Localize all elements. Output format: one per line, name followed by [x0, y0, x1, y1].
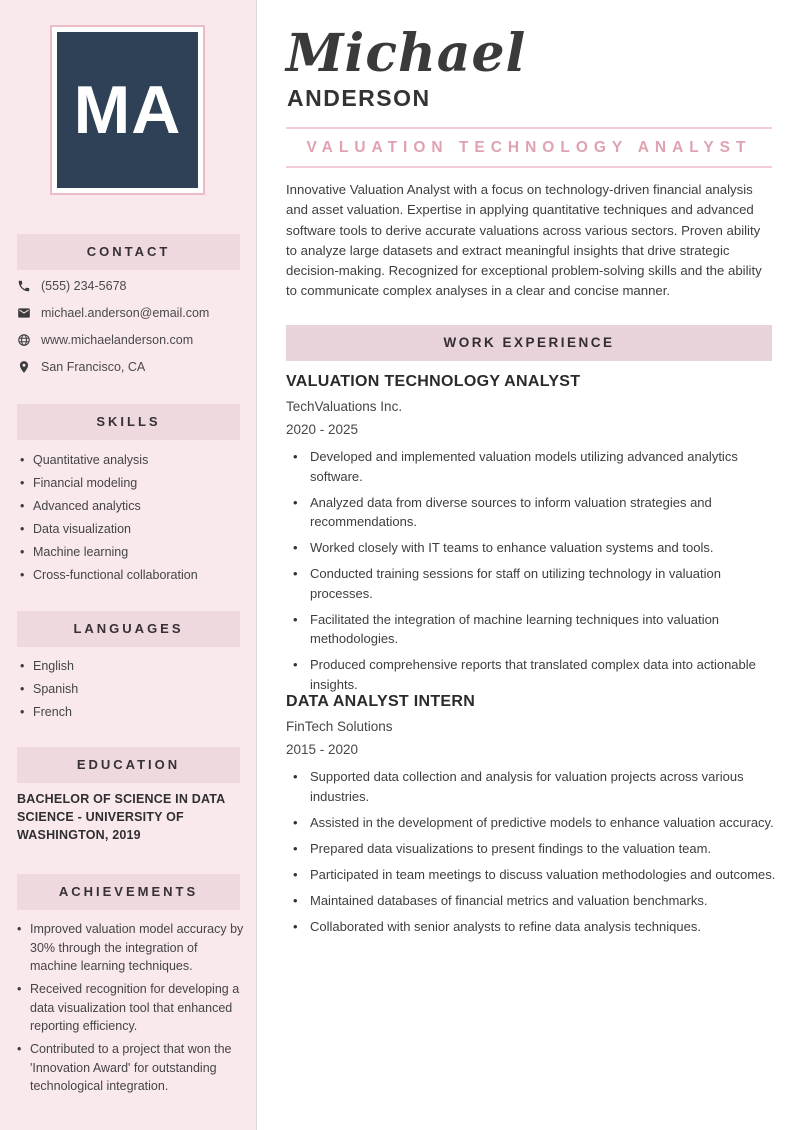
- globe-icon: [17, 333, 31, 347]
- language-item: • French: [20, 704, 245, 721]
- skills-section-header: SKILLS: [17, 404, 240, 440]
- location-icon: [17, 360, 31, 374]
- achievement-item: • Contributed to a project that won the 'Innovation Award' for outstanding technological integration.: [17, 1040, 245, 1096]
- website-url: www.michaelanderson.com: [41, 332, 194, 347]
- job-bullet-list: [286, 447, 776, 694]
- job-bullet: • Supported data collection and analysis for valuation projects across various industries.: [286, 767, 776, 806]
- skills-list: [20, 452, 245, 590]
- skill-item: • Advanced analytics: [20, 498, 245, 515]
- job-bullet: • Developed and implemented valuation models utilizing advanced analytics software.: [286, 447, 776, 486]
- languages-list: [20, 658, 245, 727]
- phone-number: (555) 234-5678: [41, 278, 127, 293]
- job-bullet: • Participated in team meetings to discuss valuation methodologies and outcomes.: [286, 865, 776, 885]
- contact-row-phone: [17, 277, 245, 294]
- skill-item: • Data visualization: [20, 521, 245, 538]
- page-title: VALUATION TECHNOLOGY ANALYST: [306, 139, 752, 156]
- title-divider-bottom: [286, 166, 772, 168]
- job-bullet: • Analyzed data from diverse sources to inform valuation strategies and recommendations.: [286, 493, 776, 532]
- contact-row-location: [17, 358, 245, 375]
- contact-row-email: [17, 304, 245, 321]
- job-bullet: • Worked closely with IT teams to enhance valuation systems and tools.: [286, 538, 776, 558]
- job-dates: 2015 - 2020: [286, 742, 359, 757]
- job-dates: 2020 - 2025: [286, 422, 359, 437]
- job-bullet: • Conducted training sessions for staff on utilizing technology in valuation processes.: [286, 564, 776, 603]
- achievements-section-header: ACHIEVEMENTS: [17, 874, 240, 910]
- job-bullet: • Facilitated the integration of machine learning techniques into valuation methodologies.: [286, 610, 776, 649]
- education-degree: BACHELOR OF SCIENCE IN DATA SCIENCE - UNIVERSITY OF WASHINGTON, 2019: [17, 792, 225, 842]
- skill-item: • Financial modeling: [20, 475, 245, 492]
- languages-section-header: LANGUAGES: [17, 611, 240, 647]
- job-bullet: • Produced comprehensive reports that translated complex data into actionable insights.: [286, 655, 776, 694]
- avatar-monogram-box: [57, 32, 198, 188]
- last-name: ANDERSON: [287, 85, 431, 111]
- job-role: VALUATION TECHNOLOGY ANALYST: [286, 373, 581, 390]
- achievements-list: [17, 920, 245, 1100]
- sidebar: [0, 0, 257, 1130]
- job-bullet: • Maintained databases of financial metrics and valuation benchmarks.: [286, 891, 776, 911]
- email-address: michael.anderson@email.com: [41, 305, 210, 320]
- job-bullet: • Prepared data visualizations to present findings to the valuation team.: [286, 839, 776, 859]
- achievement-item: • Received recognition for developing a data visualization tool that enhanced reporting efficiency.: [17, 980, 245, 1036]
- contact-row-website: [17, 331, 245, 348]
- contact-section-header: CONTACT: [17, 234, 240, 270]
- first-name: Michael: [286, 23, 527, 84]
- skill-item: • Cross-functional collaboration: [20, 567, 245, 584]
- education-section-header: EDUCATION: [17, 747, 240, 783]
- phone-icon: [17, 279, 31, 293]
- location-text: San Francisco, CA: [41, 359, 146, 374]
- language-item: • Spanish: [20, 681, 245, 698]
- achievement-item: • Improved valuation model accuracy by 30% through the integration of machine learning techniques.: [17, 920, 245, 976]
- contact-list: [17, 277, 245, 385]
- job-bullet: • Collaborated with senior analysts to refine data analysis techniques.: [286, 917, 776, 937]
- avatar: [50, 25, 205, 195]
- job-bullet-list: [286, 767, 776, 936]
- language-item: • English: [20, 658, 245, 675]
- job-company: TechValuations Inc.: [286, 399, 403, 414]
- work-experience-header: WORK EXPERIENCE: [286, 325, 772, 361]
- job-company: FinTech Solutions: [286, 719, 393, 734]
- monogram-text: MA: [73, 72, 182, 148]
- title-divider-top: [286, 127, 772, 129]
- job-entry: [286, 373, 776, 701]
- job-role: DATA ANALYST INTERN: [286, 693, 476, 710]
- skill-item: • Machine learning: [20, 544, 245, 561]
- skill-item: • Quantitative analysis: [20, 452, 245, 469]
- profile-summary: Innovative Valuation Analyst with a focus on technology-driven financial analysis and asset valuation. Expertise in applying quantitative techniques and advanced software tools to derive accurate valuations across various sectors. Proven ability to analyze large datasets and extract meaningful insights that drive strategic decision-making. Recognized for exceptional problem-solving skills and the ability to communicate complex analyses in a clear and concise manner.: [286, 182, 762, 299]
- job-bullet: • Assisted in the development of predictive models to enhance valuation accuracy.: [286, 813, 776, 833]
- email-icon: [17, 306, 31, 320]
- job-entry: [286, 693, 776, 943]
